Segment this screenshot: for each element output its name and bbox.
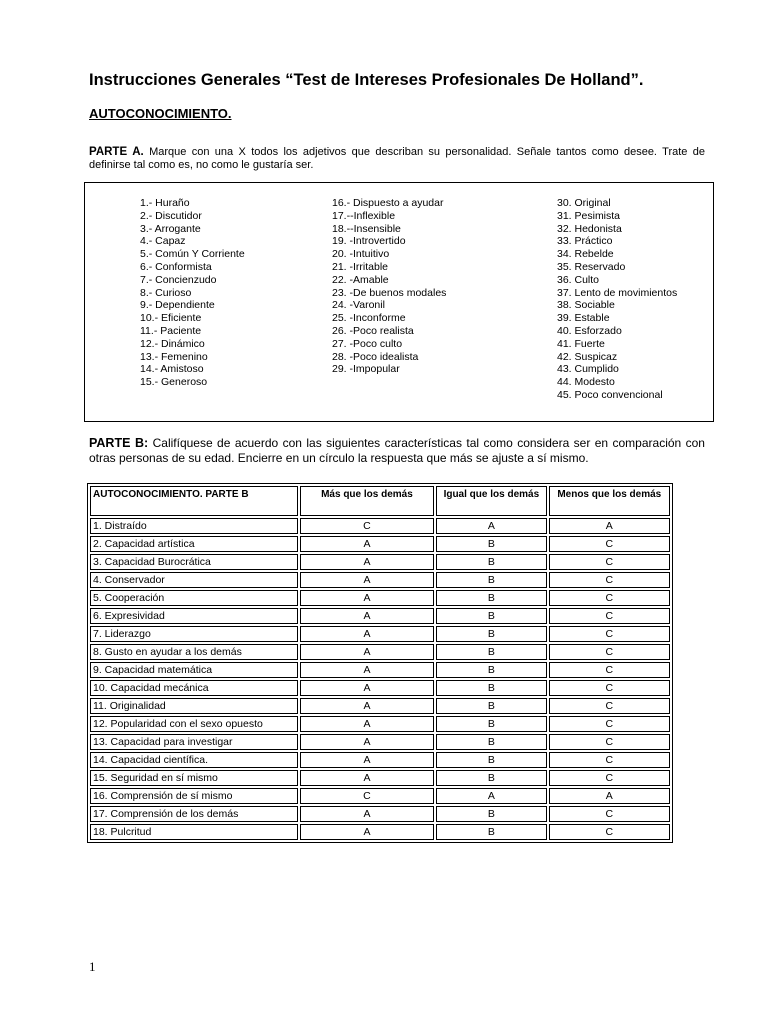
- answer-option-cell[interactable]: A: [300, 536, 434, 552]
- answer-option-cell[interactable]: B: [436, 554, 546, 570]
- adjective-item: 45. Poco convencional: [557, 388, 663, 401]
- adjective-item: 1.- Huraño: [140, 197, 190, 209]
- answer-option-cell[interactable]: C: [549, 572, 670, 588]
- answer-option-cell[interactable]: C: [549, 770, 670, 786]
- adjective-item: 14.- Amistoso: [140, 363, 204, 376]
- adjective-item: 16.- Dispuesto a ayudar: [332, 197, 444, 209]
- adjective-item: 19. -Introvertido: [332, 235, 406, 248]
- characteristic-cell: 6. Expresividad: [90, 608, 298, 624]
- answer-option-cell[interactable]: B: [436, 662, 546, 678]
- answer-option-cell[interactable]: B: [436, 734, 546, 750]
- table-row: [90, 680, 670, 696]
- table-header-row: [90, 486, 670, 516]
- answer-option-cell[interactable]: A: [436, 518, 546, 534]
- table-row: [90, 734, 670, 750]
- characteristic-cell: 5. Cooperación: [90, 590, 298, 606]
- answer-option-cell[interactable]: B: [436, 626, 546, 642]
- adjective-item: 37. Lento de movimientos: [557, 286, 678, 299]
- answer-option-cell[interactable]: B: [436, 590, 546, 606]
- adjective-item: 33. Práctico: [557, 235, 613, 248]
- adjective-item: 17.--Inflexible: [332, 209, 396, 222]
- characteristic-cell: 4. Conservador: [90, 572, 298, 588]
- answer-option-cell[interactable]: C: [549, 626, 670, 642]
- answer-option-cell[interactable]: A: [549, 518, 670, 534]
- adjective-item: 42. Suspicaz: [557, 350, 618, 363]
- answer-option-cell[interactable]: A: [300, 554, 434, 570]
- characteristic-cell: 10. Capacidad mecánica: [90, 680, 298, 696]
- parte-b-instructions: [89, 436, 705, 466]
- adjective-item: 43. Cumplido: [557, 363, 619, 376]
- adjective-item: 10.- Eficiente: [140, 312, 202, 325]
- answer-option-cell[interactable]: B: [436, 608, 546, 624]
- characteristic-cell: 18. Pulcritud: [90, 824, 298, 840]
- adjective-item: 40. Esforzado: [557, 324, 622, 337]
- adjective-item: 26. -Poco realista: [332, 324, 414, 337]
- adjective-item: 36. Culto: [557, 273, 600, 286]
- adjective-item: 25. -Inconforme: [332, 312, 406, 325]
- adjective-item: 11.- Paciente: [140, 324, 202, 337]
- answer-option-cell[interactable]: C: [549, 806, 670, 822]
- adjective-item: 12.- Dinámico: [140, 337, 205, 350]
- table-row: [90, 806, 670, 822]
- parte-a-text: Marque con una X todos los adjetivos que describan su personalidad. Señale tantos como desee. Trate de definirse tal como es, no como le gustaría ser.: [89, 146, 706, 171]
- adjective-item: 30. Original: [557, 197, 611, 209]
- header-same-as-others: Igual que los demás: [436, 486, 546, 516]
- table-row: [90, 824, 670, 840]
- adjective-item: 35. Reservado: [557, 260, 626, 273]
- adjective-item: 28. -Poco idealista: [332, 350, 419, 363]
- document-title: Instrucciones Generales “Test de Intereses Profesionales De Holland”.: [89, 71, 644, 89]
- adjective-item: 6.- Conformista: [140, 260, 212, 273]
- answer-option-cell[interactable]: B: [436, 716, 546, 732]
- answer-option-cell[interactable]: C: [549, 698, 670, 714]
- characteristic-cell: 9. Capacidad matemática: [90, 662, 298, 678]
- answer-option-cell[interactable]: A: [300, 572, 434, 588]
- adjective-item: 15.- Generoso: [140, 376, 208, 389]
- answer-option-cell[interactable]: C: [300, 518, 434, 534]
- characteristic-cell: 11. Originalidad: [90, 698, 298, 714]
- answer-option-cell[interactable]: B: [436, 644, 546, 660]
- answer-option-cell[interactable]: A: [300, 662, 434, 678]
- characteristic-cell: 14. Capacidad científica.: [90, 752, 298, 768]
- adjective-item: 20. -Intuitivo: [332, 248, 390, 261]
- answer-option-cell[interactable]: A: [300, 608, 434, 624]
- section-heading: AUTOCONOCIMIENTO.: [89, 106, 232, 121]
- answer-option-cell[interactable]: C: [300, 788, 434, 804]
- adjective-item: 24. -Varonil: [332, 299, 385, 312]
- parte-b-text: Califíquese de acuerdo con las siguientes características tal como considera ser en comparación con otras personas de su edad. Encierre en un círculo la respuesta que más se ajuste a sí mismo.: [89, 436, 705, 465]
- characteristic-cell: 15. Seguridad en sí mismo: [90, 770, 298, 786]
- table-row: [90, 644, 670, 660]
- parte-a-instructions: [89, 146, 705, 172]
- table-row: [90, 752, 670, 768]
- answer-option-cell[interactable]: C: [549, 824, 670, 840]
- adjective-item: 18.--Insensible: [332, 222, 401, 235]
- answer-option-cell[interactable]: C: [549, 680, 670, 696]
- adjective-item: 23. -De buenos modales: [332, 286, 447, 299]
- adjective-item: 31. Pesimista: [557, 209, 621, 222]
- answer-option-cell[interactable]: C: [549, 590, 670, 606]
- characteristic-cell: 16. Comprensión de sí mismo: [90, 788, 298, 804]
- answer-option-cell[interactable]: A: [300, 806, 434, 822]
- adjective-item: 44. Modesto: [557, 376, 615, 389]
- adjectives-column-2: [332, 197, 446, 376]
- answer-option-cell[interactable]: C: [549, 644, 670, 660]
- answer-option-cell[interactable]: A: [436, 788, 546, 804]
- answer-option-cell[interactable]: C: [549, 608, 670, 624]
- table-row: [90, 518, 670, 534]
- answer-option-cell[interactable]: A: [300, 824, 434, 840]
- adjective-item: 34. Rebelde: [557, 248, 614, 261]
- adjective-item: 27. -Poco culto: [332, 337, 403, 350]
- adjective-item: 22. -Amable: [332, 273, 389, 286]
- adjective-item: 3.- Arrogante: [140, 222, 201, 235]
- adjective-item: 39. Estable: [557, 312, 610, 325]
- table-row: [90, 698, 670, 714]
- table-row: [90, 716, 670, 732]
- adjective-item: 2.- Discutidor: [140, 209, 202, 222]
- table-row: [90, 770, 670, 786]
- answer-option-cell[interactable]: C: [549, 554, 670, 570]
- characteristic-cell: 2. Capacidad artística: [90, 536, 298, 552]
- adjective-item: 13.- Femenino: [140, 350, 208, 363]
- header-less-than-others: Menos que los demás: [549, 486, 670, 516]
- adjective-item: 9.- Dependiente: [140, 299, 215, 312]
- answer-option-cell[interactable]: C: [549, 536, 670, 552]
- self-evaluation-table: [87, 483, 673, 843]
- adjectives-box: [84, 182, 714, 422]
- table-row: [90, 788, 670, 804]
- table-row: [90, 590, 670, 606]
- characteristic-cell: 17. Comprensión de los demás: [90, 806, 298, 822]
- answer-option-cell[interactable]: A: [549, 788, 670, 804]
- characteristic-cell: 13. Capacidad para investigar: [90, 734, 298, 750]
- adjective-item: 4.- Capaz: [140, 235, 186, 248]
- parte-b-label: PARTE B:: [89, 436, 149, 450]
- adjective-item: 38. Sociable: [557, 299, 615, 312]
- characteristic-cell: 1. Distraído: [90, 518, 298, 534]
- characteristic-cell: 7. Liderazgo: [90, 626, 298, 642]
- adjective-item: 21. -Irritable: [332, 260, 389, 273]
- adjectives-column-3: [557, 197, 677, 402]
- characteristic-cell: 3. Capacidad Burocrática: [90, 554, 298, 570]
- answer-option-cell[interactable]: C: [549, 752, 670, 768]
- answer-option-cell[interactable]: A: [300, 752, 434, 768]
- table-row: [90, 626, 670, 642]
- adjective-item: 41. Fuerte: [557, 337, 605, 350]
- answer-option-cell[interactable]: B: [436, 806, 546, 822]
- answer-option-cell[interactable]: A: [300, 716, 434, 732]
- answer-option-cell[interactable]: A: [300, 734, 434, 750]
- answer-option-cell[interactable]: B: [436, 572, 546, 588]
- answer-option-cell[interactable]: B: [436, 824, 546, 840]
- table-row: [90, 536, 670, 552]
- adjective-item: 8.- Curioso: [140, 286, 192, 299]
- adjectives-column-1: [140, 197, 245, 389]
- adjective-item: 5.- Común Y Corriente: [140, 248, 245, 261]
- answer-option-cell[interactable]: C: [549, 662, 670, 678]
- answer-option-cell[interactable]: B: [436, 770, 546, 786]
- answer-option-cell[interactable]: A: [300, 626, 434, 642]
- answer-option-cell[interactable]: B: [436, 698, 546, 714]
- answer-option-cell[interactable]: B: [436, 536, 546, 552]
- answer-option-cell[interactable]: C: [549, 734, 670, 750]
- answer-option-cell[interactable]: B: [436, 752, 546, 768]
- answer-option-cell[interactable]: A: [300, 770, 434, 786]
- adjective-item: 7.- Concienzudo: [140, 273, 217, 286]
- table-row: [90, 608, 670, 624]
- header-characteristic: AUTOCONOCIMIENTO. PARTE B: [90, 486, 298, 516]
- characteristic-cell: 12. Popularidad con el sexo opuesto: [90, 716, 298, 732]
- answer-option-cell[interactable]: A: [300, 590, 434, 606]
- table-row: [90, 572, 670, 588]
- table-row: [90, 662, 670, 678]
- adjective-item: 32. Hedonista: [557, 222, 622, 235]
- adjective-item: 29. -Impopular: [332, 363, 400, 376]
- parte-a-label: PARTE A.: [89, 146, 144, 158]
- table-row: [90, 554, 670, 570]
- answer-option-cell[interactable]: A: [300, 644, 434, 660]
- characteristic-cell: 8. Gusto en ayudar a los demás: [90, 644, 298, 660]
- answer-option-cell[interactable]: C: [549, 716, 670, 732]
- answer-option-cell[interactable]: B: [436, 680, 546, 696]
- answer-option-cell[interactable]: A: [300, 698, 434, 714]
- header-more-than-others: Más que los demás: [300, 486, 434, 516]
- answer-option-cell[interactable]: A: [300, 680, 434, 696]
- page-number: 1: [89, 959, 96, 974]
